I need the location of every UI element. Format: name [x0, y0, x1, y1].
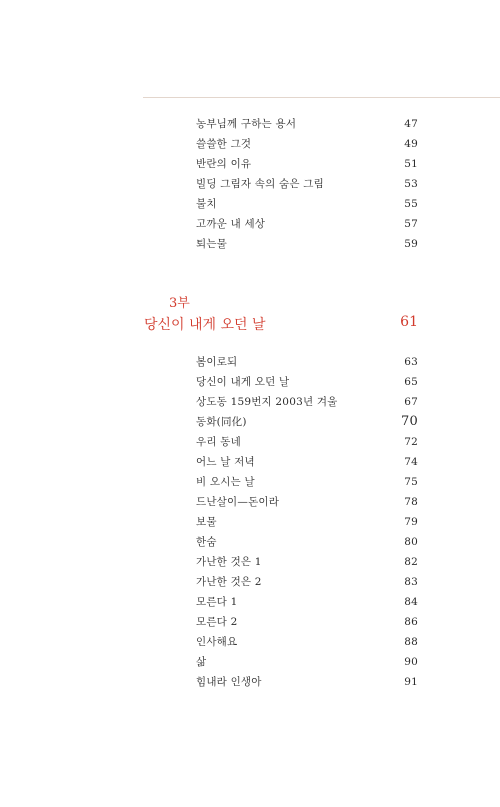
toc-entry-page: 65: [404, 376, 418, 388]
toc-entry-title: 보물: [196, 516, 217, 528]
toc-entry[interactable]: [0, 452, 500, 472]
toc-entry-page: 75: [404, 476, 418, 488]
toc-entry-title: 퇴는물: [196, 238, 228, 250]
toc-entry-page: 59: [404, 238, 418, 250]
toc-entry[interactable]: [0, 552, 500, 572]
toc-entry-page: 49: [404, 138, 418, 150]
toc-entry[interactable]: [0, 234, 500, 254]
toc-entry-page: 57: [404, 218, 418, 230]
toc-entry-title: 반란의 이유: [196, 158, 252, 170]
part-label: 3부: [169, 296, 190, 311]
toc-entry-page: 67: [404, 396, 418, 408]
toc-entry[interactable]: [0, 532, 500, 552]
toc-entry-page: 63: [404, 356, 418, 368]
toc-list-part-3: [0, 352, 500, 692]
toc-entry[interactable]: [0, 672, 500, 692]
toc-entry[interactable]: [0, 352, 500, 372]
toc-entry[interactable]: [0, 572, 500, 592]
toc-entry-page: 90: [404, 656, 418, 668]
toc-entry-page: 47: [404, 118, 418, 130]
toc-entry-title: 상도동 159번지 2003년 겨울: [196, 396, 338, 408]
toc-entry-title: 우리 동네: [196, 436, 241, 448]
part-title: 당신이 내게 오던 날: [144, 317, 266, 333]
toc-entry-title: 모른다 1: [196, 596, 238, 608]
toc-entry-title: 농부님께 구하는 용서: [196, 118, 297, 130]
part-page-number: 61: [400, 314, 418, 330]
toc-entry-page: 88: [404, 636, 418, 648]
toc-entry-page: 83: [404, 576, 418, 588]
toc-entry[interactable]: [0, 154, 500, 174]
toc-entry-title: 봄이로되: [196, 356, 238, 368]
toc-entry-page: 79: [404, 516, 418, 528]
toc-entry-page: 84: [404, 596, 418, 608]
toc-entry[interactable]: [0, 472, 500, 492]
toc-entry-title: 빌딩 그림자 속의 숨은 그림: [196, 178, 324, 190]
toc-entry-title: 비 오시는 날: [196, 476, 255, 488]
toc-entry[interactable]: [0, 134, 500, 154]
toc-entry-page: 72: [404, 436, 418, 448]
toc-entry-title: 삶: [196, 656, 207, 668]
toc-entry-page: 82: [404, 556, 418, 568]
toc-entry[interactable]: [0, 512, 500, 532]
toc-entry-page: 80: [404, 536, 418, 548]
toc-entry-page: 86: [404, 616, 418, 628]
toc-list-previous-part: [0, 114, 500, 254]
toc-entry[interactable]: [0, 372, 500, 392]
toc-entry[interactable]: [0, 652, 500, 672]
toc-entry-title: 동화(同化): [196, 416, 247, 428]
toc-entry-page: 51: [404, 158, 418, 170]
toc-entry-title: 가난한 것은 1: [196, 556, 262, 568]
toc-entry-page: 74: [404, 456, 418, 468]
toc-entry-page: 70: [401, 414, 418, 429]
toc-entry-title: 불치: [196, 198, 217, 210]
toc-entry-title: 가난한 것은 2: [196, 576, 262, 588]
toc-entry[interactable]: [0, 432, 500, 452]
toc-entry-title: 모른다 2: [196, 616, 238, 628]
toc-entry[interactable]: [0, 412, 500, 432]
toc-entry-page: 78: [404, 496, 418, 508]
toc-entry-page: 55: [404, 198, 418, 210]
toc-entry[interactable]: [0, 214, 500, 234]
top-divider-rule: [143, 97, 500, 98]
toc-entry-page: 53: [404, 178, 418, 190]
toc-entry[interactable]: [0, 114, 500, 134]
toc-entry-title: 인사해요: [196, 636, 238, 648]
toc-entry[interactable]: [0, 592, 500, 612]
toc-entry[interactable]: [0, 174, 500, 194]
toc-entry[interactable]: [0, 194, 500, 214]
toc-entry-title: 드난살이—돈이라: [196, 496, 280, 508]
toc-entry-title: 한숨: [196, 536, 217, 548]
toc-entry[interactable]: [0, 492, 500, 512]
toc-entry-title: 힘내라 인생아: [196, 676, 262, 688]
toc-entry-title: 어느 날 저녁: [196, 456, 255, 468]
toc-entry[interactable]: [0, 392, 500, 412]
toc-entry[interactable]: [0, 632, 500, 652]
toc-entry-title: 당신이 내게 오던 날: [196, 376, 290, 388]
toc-entry-title: 고까운 내 세상: [196, 218, 266, 230]
toc-entry-title: 쓸쓸한 그것: [196, 138, 252, 150]
toc-entry-page: 91: [404, 676, 418, 688]
toc-entry[interactable]: [0, 612, 500, 632]
